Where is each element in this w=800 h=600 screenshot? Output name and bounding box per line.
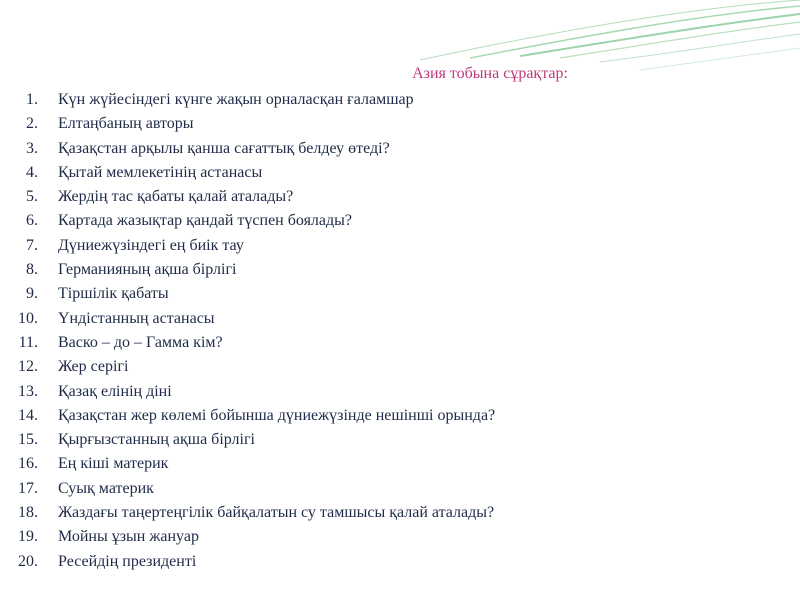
question-number: 5. <box>26 188 38 206</box>
question-number: 20. <box>18 552 38 570</box>
question-text: Қырғызстанның ақша бірлігі <box>58 431 255 449</box>
question-number: 18. <box>18 504 38 522</box>
question-text: Тіршілік қабаты <box>58 285 169 303</box>
question-number: 9. <box>26 285 38 303</box>
question-number: 16. <box>18 455 38 473</box>
question-text: Мойны ұзын жануар <box>58 528 199 546</box>
question-number: 17. <box>18 479 38 497</box>
question-text: Күн жүйесіндегі күнге жақын орналасқан ғаламшар <box>58 91 414 108</box>
question-number: 3. <box>26 139 38 157</box>
question-text: Қазақстан жер көлемі бойынша дүниежүзінде нешінші орында? <box>58 406 496 424</box>
question-number: 8. <box>26 261 38 279</box>
question-text: Елтаңбаның авторы <box>58 115 194 133</box>
question-number: 10. <box>18 309 38 327</box>
question-text: Қытай мемлекетінің астанасы <box>58 163 263 181</box>
question-text: Картада жазықтар қандай түспен боялады? <box>58 212 353 230</box>
question-number: 4. <box>26 163 38 181</box>
question-number: 11. <box>18 333 38 351</box>
question-text: Суық материк <box>58 479 154 497</box>
question-text: Жер серігі <box>58 358 129 376</box>
question-text: Қазақ елінің діні <box>58 382 172 400</box>
question-text: Жаздағы таңертеңгілік байқалатын су тамшысы қалай аталады? <box>58 504 495 522</box>
question-number: 14. <box>18 406 38 424</box>
question-number: 13. <box>18 382 38 400</box>
question-text: Васко – до – Гамма кім? <box>58 333 223 351</box>
question-number: 7. <box>26 236 38 254</box>
question-text: Ресейдің президенті <box>58 552 197 570</box>
question-number: 12. <box>18 358 38 376</box>
question-number: 1. <box>26 91 38 108</box>
question-text: Германияның ақша бірлігі <box>58 261 237 279</box>
question-number: 15. <box>18 431 38 449</box>
question-text: Жердің тас қабаты қалай аталады? <box>58 188 294 206</box>
slide-title: Азия тобына сұрақтар: <box>412 65 568 82</box>
question-text: Ең кіші материк <box>58 455 169 473</box>
question-text: Үндістанның астанасы <box>58 309 215 327</box>
question-number: 2. <box>26 115 38 133</box>
question-number: 6. <box>26 212 38 230</box>
question-number: 19. <box>18 528 38 546</box>
question-text: Қазақстан арқылы қанша сағаттық белдеу өтеді? <box>58 139 390 157</box>
question-text: Дүниежүзіндегі ең биік тау <box>58 236 244 254</box>
